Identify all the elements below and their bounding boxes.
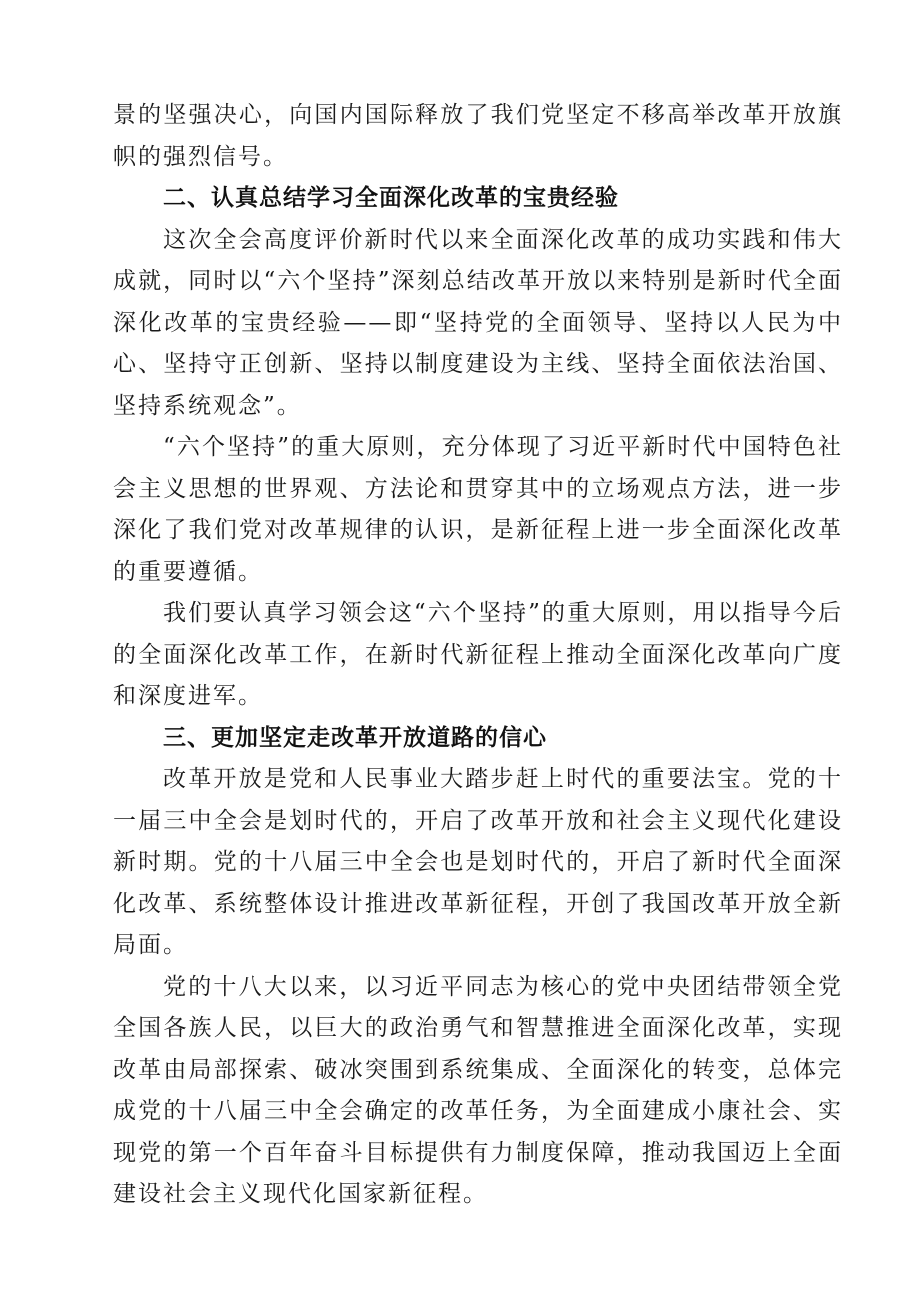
paragraph-continuation: 景的坚强决心，向国内国际释放了我们党坚定不移高举改革开放旗帜的强烈信号。 <box>113 102 843 170</box>
section-heading-2: 二、认真总结学习全面深化改革的宝贵经验 <box>163 185 619 211</box>
paragraph-reform-history: 改革开放是党和人民事业大踏步赶上时代的重要法宝。党的十一届三中全会是划时代的，开启了改革开放和社会主义现代化建设新时期。党的十八届三中全会也是划时代的，开启了新时代全面深化改革、系统整体设计推进改革新征程，开创了我国改革开放全新局面。 <box>113 766 843 958</box>
paragraph-principles: “六个坚持”的重大原则，充分体现了习近平新时代中国特色社会主义思想的世界观、方法论和贯穿其中的立场观点方法，进一步深化了我们党对改革规律的认识，是新征程上进一步全面深化改革的重要遵循。 <box>113 434 843 585</box>
document-body <box>113 95 843 1216</box>
section-heading-3: 三、更加坚定走改革开放道路的信心 <box>163 724 547 751</box>
paragraph-summary: 这次全会高度评价新时代以来全面深化改革的成功实践和伟大成就，同时以“六个坚持”深刻总结改革开放以来特别是新时代全面深化改革的宝贵经验——即“坚持党的全面领导、坚持以人民为中心、坚持守正创新、坚持以制度建设为主线、坚持全面依法治国、坚持系统观念”。 <box>113 226 843 419</box>
paragraph-study: 我们要认真学习领会这“六个坚持”的重大原则，用以指导今后的全面深化改革工作，在新时代新征程上推动全面深化改革向广度和深度进军。 <box>113 600 843 709</box>
paragraph-achievements: 党的十八大以来，以习近平同志为核心的党中央团结带领全党全国各族人民，以巨大的政治勇气和智慧推进全面深化改革，实现改革由局部探索、破冰突围到系统集成、全面深化的转变，总体完成党的十八届三中全会确定的改革任务，为全面建成小康社会、实现党的第一个百年奋斗目标提供有力制度保障，推动我国迈上全面建设社会主义现代化国家新征程。 <box>113 973 843 1207</box>
